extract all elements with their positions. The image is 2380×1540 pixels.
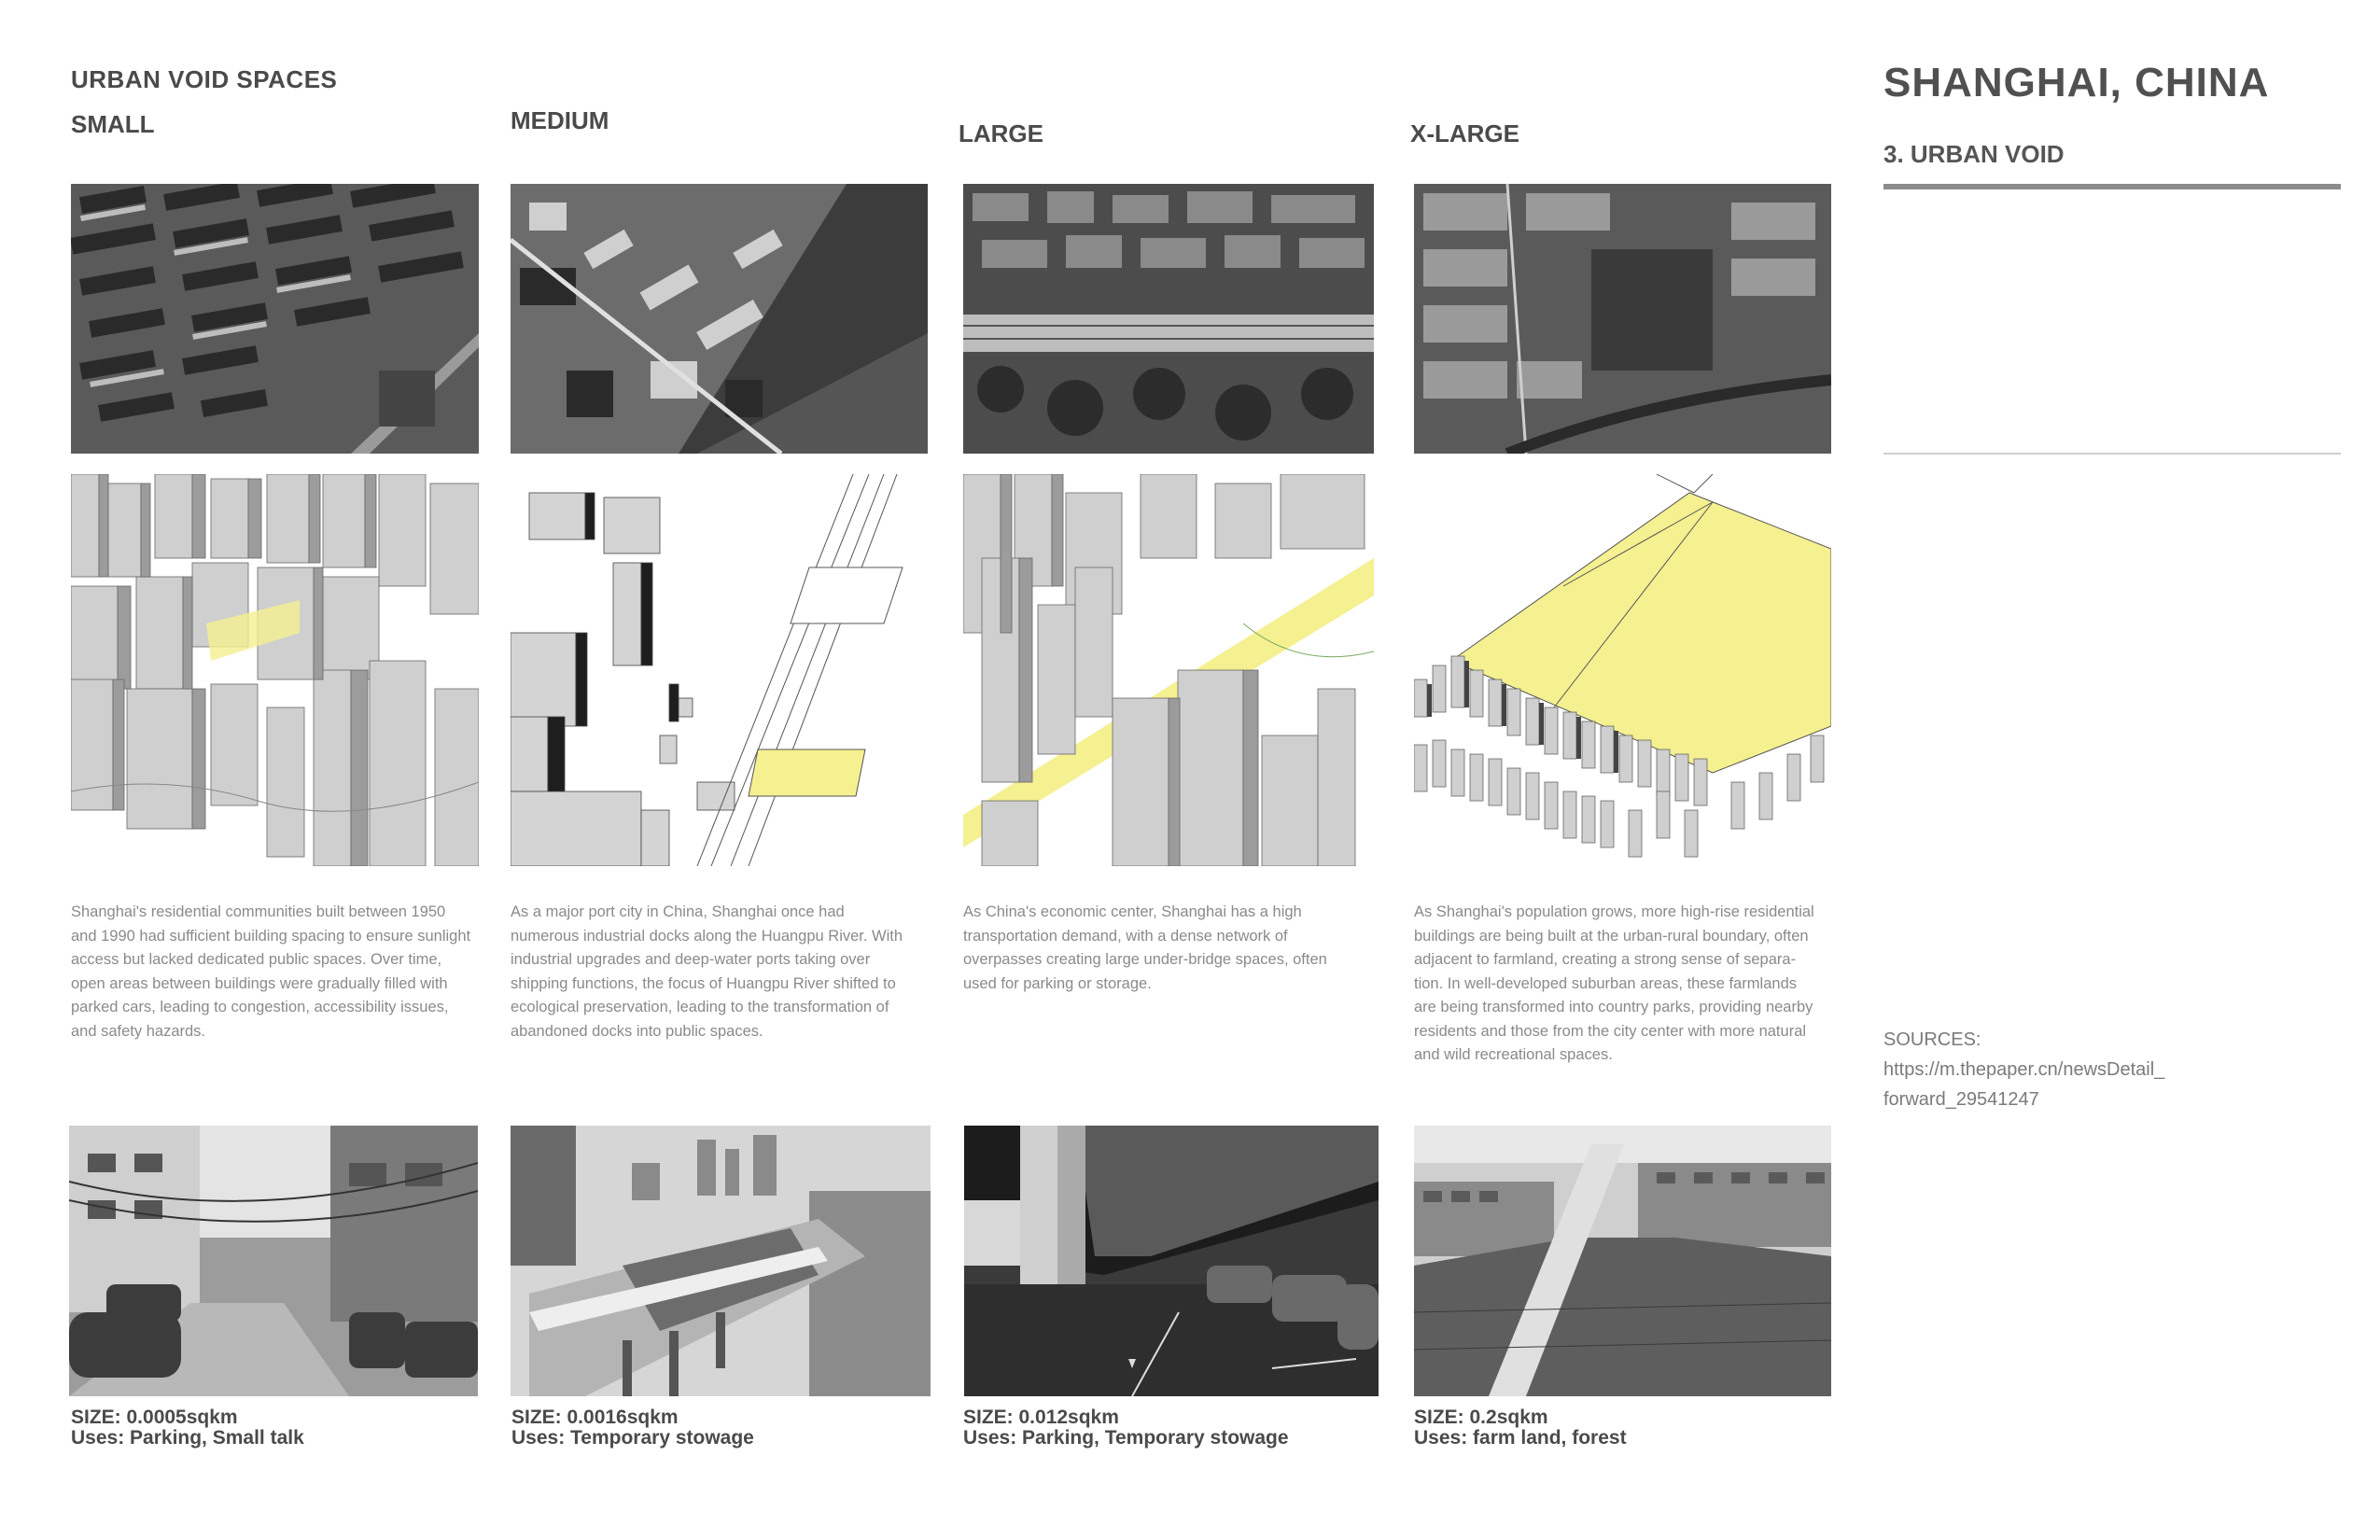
section-rule	[1883, 184, 2341, 189]
size-label: SIZE: 0.012sqkm	[963, 1407, 1119, 1428]
street-photo-xlarge	[1414, 1126, 1831, 1396]
axonometric-diagram-medium	[511, 474, 928, 866]
page-title: URBAN VOID SPACES	[71, 65, 338, 93]
uses-label: Uses: farm land, forest	[1414, 1427, 1627, 1449]
sources-link[interactable]: https://m.thepaper.cn/newsDetail_	[1883, 1059, 2165, 1080]
city-title: SHANGHAI, CHINA	[1883, 60, 2270, 105]
size-label: SIZE: 0.2sqkm	[1414, 1407, 1548, 1428]
description-medium: As a major port city in China, Shanghai once had numerous industrial docks along the Huangpu River. With industrial upgrades and deep-water ports taking over shipping functions, the focus of Huangpu River shifted to ecological preservation, leading to the transformation of abandoned docks into public spaces.	[511, 903, 903, 1040]
sources-link-continued[interactable]: forward_29541247	[1883, 1089, 2039, 1110]
aerial-photo-small	[71, 184, 479, 454]
aerial-photo-medium	[511, 184, 928, 454]
divider	[1883, 453, 2341, 455]
column-title-medium: MEDIUM	[511, 106, 609, 134]
column-title-large: LARGE	[959, 119, 1043, 147]
size-label: SIZE: 0.0005sqkm	[71, 1407, 238, 1428]
column-title-small: SMALL	[71, 110, 155, 138]
sources-label: SOURCES:	[1883, 1029, 1981, 1050]
axonometric-diagram-xlarge	[1414, 474, 1831, 866]
axonometric-diagram-small	[71, 474, 479, 866]
column-title-xlarge: X-LARGE	[1410, 119, 1519, 147]
street-photo-large	[964, 1126, 1379, 1396]
description-large: As China's economic center, Shanghai has a high transportation demand, with a dense network of overpasses creating large under-bridge spaces, often used for parking or storage.	[963, 903, 1327, 992]
metadata-xlarge	[1414, 1407, 1627, 1449]
section-title: 3. URBAN VOID	[1883, 140, 2065, 168]
uses-label: Uses: Parking, Small talk	[71, 1427, 304, 1449]
uses-label: Uses: Parking, Temporary stowage	[963, 1427, 1289, 1449]
description-small: Shanghai's residential communities built between 1950 and 1990 had sufficient building spacing to ensure sunlight access but lacked dedicated public spaces. Over time, open areas between buildings were gradually filled with parked cars, leading to congestion, accessibility issues, and safety hazards.	[71, 903, 471, 1040]
metadata-small	[71, 1407, 304, 1449]
description-xlarge: As Shanghai's population grows, more high-rise residential buildings are being built at the urban-rural boundary, often adjacent to farmland, creating a strong sense of separa- tion. In well-developed suburban areas, these farmlands are being transformed into country parks, providing nearby residents and those from the city center with more natural and wild recreational spaces.	[1414, 903, 1814, 1063]
metadata-large	[963, 1407, 1289, 1449]
size-label: SIZE: 0.0016sqkm	[511, 1407, 679, 1428]
aerial-photo-large	[963, 184, 1374, 454]
sources-block	[1883, 1025, 2164, 1114]
aerial-photo-xlarge	[1414, 184, 1831, 454]
axonometric-diagram-large	[963, 474, 1374, 866]
street-photo-medium	[511, 1126, 931, 1396]
street-photo-small	[69, 1126, 478, 1396]
uses-label: Uses: Temporary stowage	[511, 1427, 754, 1449]
metadata-medium	[511, 1407, 754, 1449]
